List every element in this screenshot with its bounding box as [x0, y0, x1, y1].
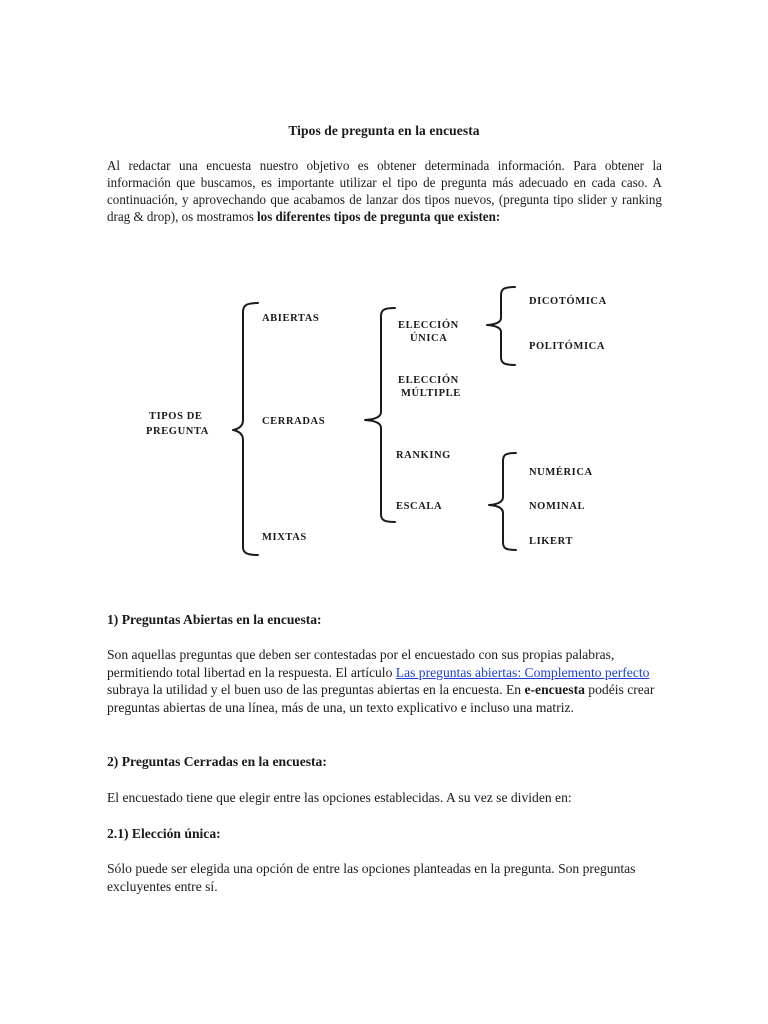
question-types-diagram [0, 270, 768, 570]
cerradas-multiple-line1: ELECCIÓN [398, 375, 459, 386]
level1-mixtas: MIXTAS [262, 532, 307, 543]
intro-text: Al redactar una encuesta nuestro objetivo es obtener determinada información. Para obtener la información que buscamos, es importante utilizar el tipo de pregunta más adecuado en cada caso. A continuación, y aprovechando que acabamos de lanzar dos tipos nuevos, (pregunta tipo slider y ranking drag & drop), os mostramos [107, 158, 662, 224]
cerradas-unica-line1: ELECCIÓN [398, 320, 459, 331]
document-title: Tipos de pregunta en la encuesta [288, 123, 480, 138]
intro-paragraph [107, 157, 662, 225]
section1-text-end: podéis crear preguntas abiertas de una línea, más de una, un texto explicativo e incluso una matriz. [107, 682, 655, 715]
root-label-line2: PREGUNTA [146, 426, 209, 437]
cerradas-unica-line2: ÚNICA [410, 333, 448, 344]
unica-dicotomica: DICOTÓMICA [529, 296, 607, 307]
brace-escala [489, 453, 516, 550]
escala-likert: LIKERT [529, 536, 574, 547]
section2-paragraph: El encuestado tiene que elegir entre las opciones establecidas. A su vez se dividen en: [107, 790, 572, 805]
brace-unica [487, 287, 515, 365]
section21-paragraph: Sólo puede ser elegida una opción de entre las opciones planteadas en la pregunta. Son preguntas excluyentes entre sí. [107, 861, 636, 894]
section1-text-before-link: Son aquellas preguntas que deben ser contestadas por el encuestado con sus propias palabras, permitiendo total libertad en la respuesta. El artículo [107, 647, 615, 680]
level1-cerradas: CERRADAS [262, 416, 326, 427]
level1-abiertas: ABIERTAS [262, 313, 320, 324]
cerradas-ranking: RANKING [396, 450, 451, 461]
escala-numerica: NUMÉRICA [529, 467, 593, 478]
article-link[interactable]: Las preguntas abiertas: Complemento perfecto [395, 664, 650, 680]
section1-heading: 1) Preguntas Abiertas en la encuesta: [107, 612, 322, 627]
section21-heading: 2.1) Elección única: [107, 826, 221, 841]
cerradas-escala: ESCALA [396, 501, 443, 512]
section1-paragraph [107, 646, 663, 716]
section1-brand: e-encuesta [524, 682, 585, 697]
unica-politomica: POLITÓMICA [529, 341, 606, 352]
cerradas-multiple-line2: MÚLTIPLE [401, 388, 461, 399]
escala-nominal: NOMINAL [529, 501, 586, 512]
section1-text-after-link: subraya la utilidad y el buen uso de las preguntas abiertas en la encuesta. En [107, 682, 525, 697]
brace-cerradas [365, 308, 395, 522]
intro-bold-text: los diferentes tipos de pregunta que existen: [257, 209, 501, 224]
section2-heading: 2) Preguntas Cerradas en la encuesta: [107, 754, 327, 769]
root-label-line1: TIPOS DE [149, 411, 203, 422]
brace-main [233, 303, 258, 555]
